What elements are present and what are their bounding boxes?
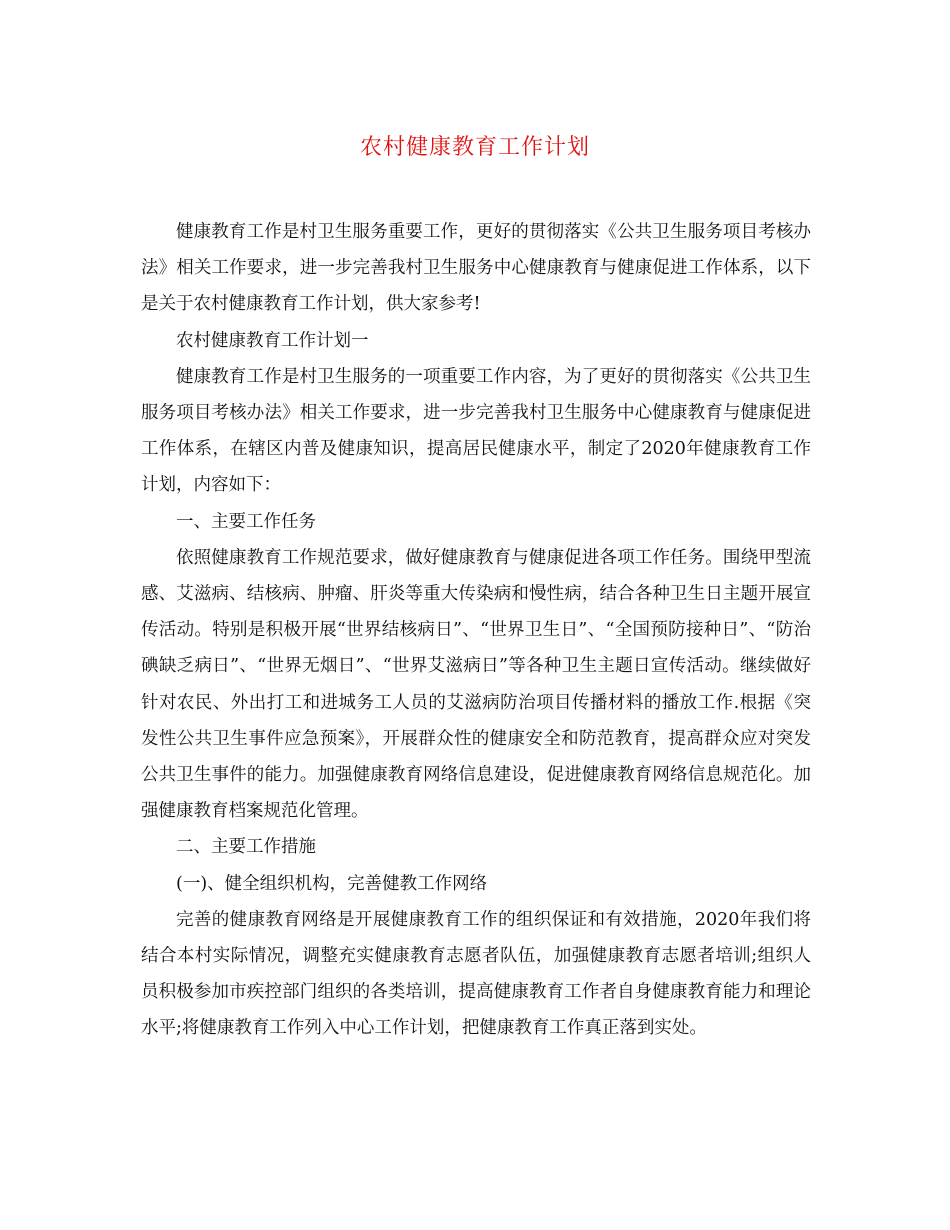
subsection-heading-organization: (一)、健全组织机构，完善健教工作网络 [176, 873, 488, 894]
document-title: 农村健康教育工作计划 [359, 135, 590, 160]
section-heading-main-measures: 二、主要工作措施 [176, 837, 316, 858]
paragraph-organization: 完善的健康教育网络是开展健康教育工作的组织保证和有效措施，2020年我们将结合本村实际情况，调整充实健康教育志愿者队伍，加强健康教育志愿者培训;组织人员积极参加市疾控部门组织的各类培训，提高健康教育工作者自身健康教育能力和理论水平;将健康教育工作列入中心工作计划，把健康教育工作真正落到实处。 [141, 909, 811, 1039]
paragraph-main-tasks: 依照健康教育工作规范要求，做好健康教育与健康促进各项工作任务。围绕甲型流感、艾滋病、结核病、肿瘤、肝炎等重大传染病和慢性病，结合各种卫生日主题开展宣传活动。特别是积极开展“世界结核病日”、“世界卫生日”、“全国预防接种日”、“防治碘缺乏病日”、“世界无烟日”、“世界艾滋病日”等各种卫生主题日宣传活动。继续做好针对农民、外出打工和进城务工人员的艾滋病防治项目传播材料的播放工作.根据《突发性公共卫生事件应急预案》，开展群众性的健康安全和防范教育，提高群众应对突发公共卫生事件的能力。加强健康教育网络信息建设，促进健康教育网络信息规范化。加强健康教育档案规范化管理。 [141, 547, 811, 822]
section-heading-plan-one: 农村健康教育工作计划一 [176, 330, 369, 351]
paragraph-plan-one-intro: 健康教育工作是村卫生服务的一项重要工作内容，为了更好的贯彻落实《公共卫生服务项目考核办法》相关工作要求，进一步完善我村卫生服务中心健康教育与健康促进工作体系，在辖区内普及健康知识，提高居民健康水平，制定了2020年健康教育工作计划，内容如下： [141, 366, 811, 496]
section-heading-main-tasks: 一、主要工作任务 [176, 511, 316, 532]
document-body [141, 214, 811, 1047]
paragraph-intro: 健康教育工作是村卫生服务重要工作，更好的贯彻落实《公共卫生服务项目考核办法》相关工作要求，进一步完善我村卫生服务中心健康教育与健康促进工作体系，以下是关于农村健康教育工作计划，供大家参考! [141, 222, 811, 315]
